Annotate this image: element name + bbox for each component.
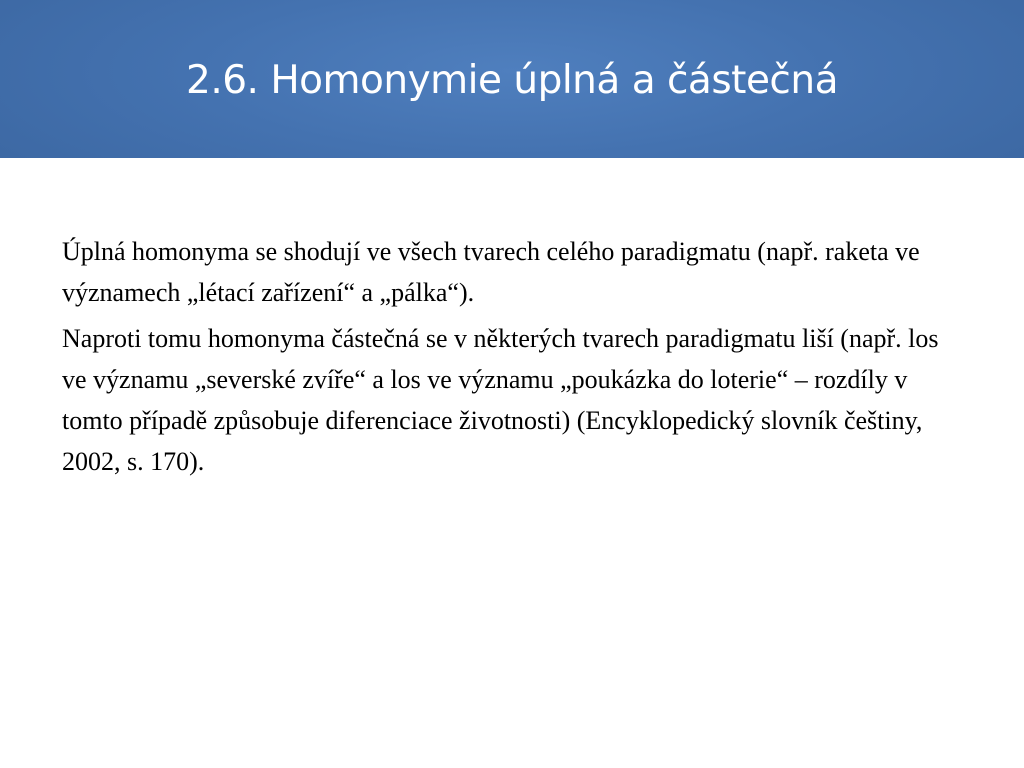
slide-body bbox=[62, 231, 962, 487]
slide-title: 2.6. Homonymie úplná a částečná bbox=[186, 58, 838, 103]
body-paragraph-1: Úplná homonyma se shodují ve všech tvarech celého paradigmatu (např. raketa ve významech „létací zařízení“ a „pálka“). bbox=[62, 237, 920, 307]
body-paragraph-2: Naproti tomu homonyma částečná se v některých tvarech paradigmatu liší (např. los ve významu „severské zvíře“ a los ve významu „poukázka do loterie“ – rozdíly v tomto případě způsobuje diferenciace životnosti) (Encyklopedický slovník češtiny, 2002, s. 170). bbox=[62, 324, 939, 476]
title-banner bbox=[0, 0, 1024, 158]
